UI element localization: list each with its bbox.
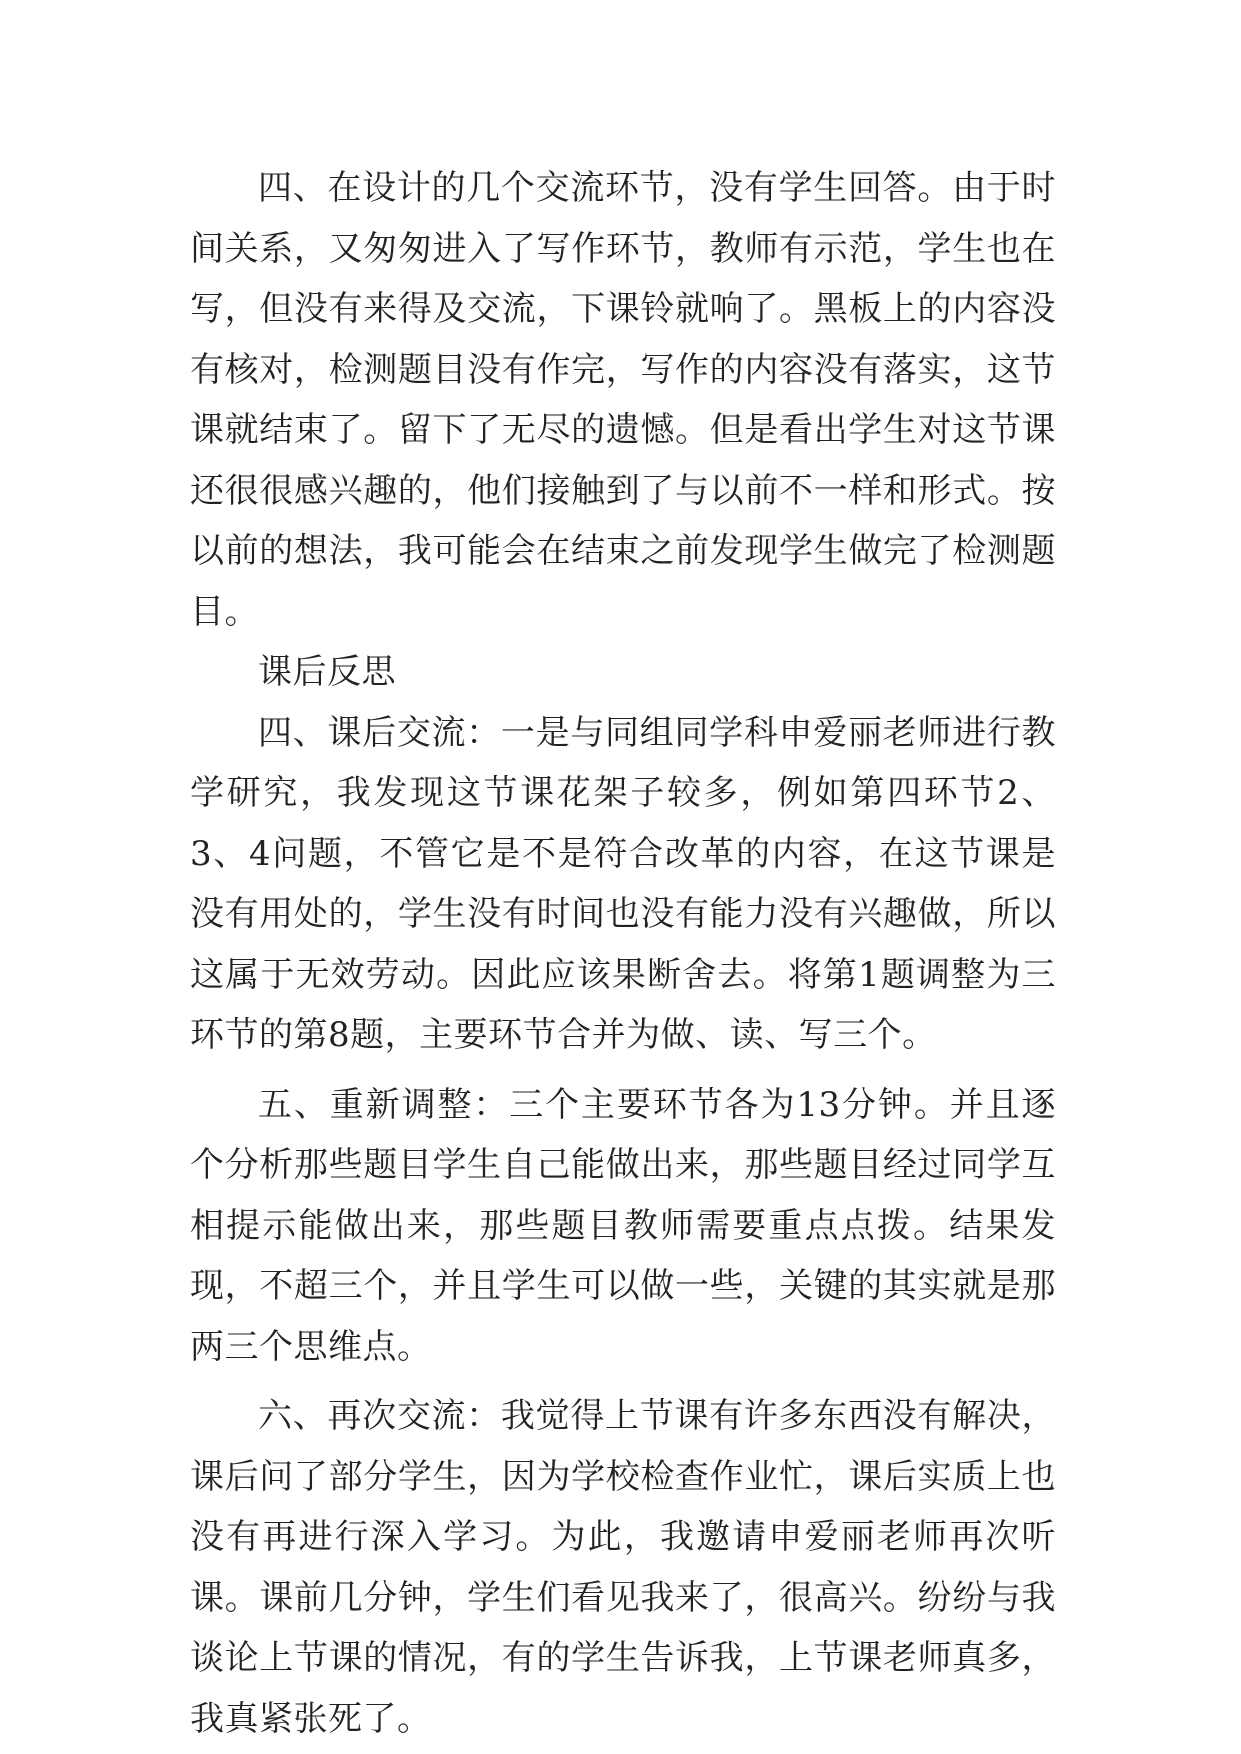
- heading-after-class-reflection: 课后反思: [258, 652, 396, 692]
- paragraph-after-class-exchange: 四、课后交流：一是与同组同学科申爱丽老师进行教学研究，我发现这节课花架子较多，例如第四环节2、3、4问题，不管它是不是符合改革的内容，在这节课是没有用处的，学生没有时间也没有能力没有兴趣做，所以这属于无效劳动。因此应该果断舍去。将第1题调整为三环节的第8题，主要环节合并为做、读、写三个。: [190, 712, 1056, 1055]
- paragraph-readjustment: 五、重新调整：三个主要环节各为13分钟。并且逐个分析那些题目学生自己能做出来，那些题目经过同学互相提示能做出来，那些题目教师需要重点点拨。结果发现，不超三个，并且学生可以做一些，关键的其实就是那两三个思维点。: [190, 1084, 1056, 1367]
- paragraph-section-four-reflection: 四、在设计的几个交流环节，没有学生回答。由于时间关系，又匆匆进入了写作环节，教师有示范，学生也在写，但没有来得及交流，下课铃就响了。黑板上的内容没有核对，检测题目没有作完，写作的内容没有落实，这节课就结束了。留下了无尽的遗憾。但是看出学生对这节课还很很感兴趣的，他们接触到了与以前不一样和形式。按以前的想法，我可能会在结束之前发现学生做完了检测题目。: [190, 168, 1056, 632]
- document-page: [190, 158, 1056, 1749]
- paragraph-second-exchange: 六、再次交流：我觉得上节课有许多东西没有解决，课后问了部分学生，因为学校检查作业忙，课后实质上也没有再进行深入学习。为此，我邀请申爱丽老师再次听课。课前几分钟，学生们看见我来了，很高兴。纷纷与我谈论上节课的情况，有的学生告诉我，上节课老师真多，我真紧张死了。: [190, 1396, 1056, 1739]
